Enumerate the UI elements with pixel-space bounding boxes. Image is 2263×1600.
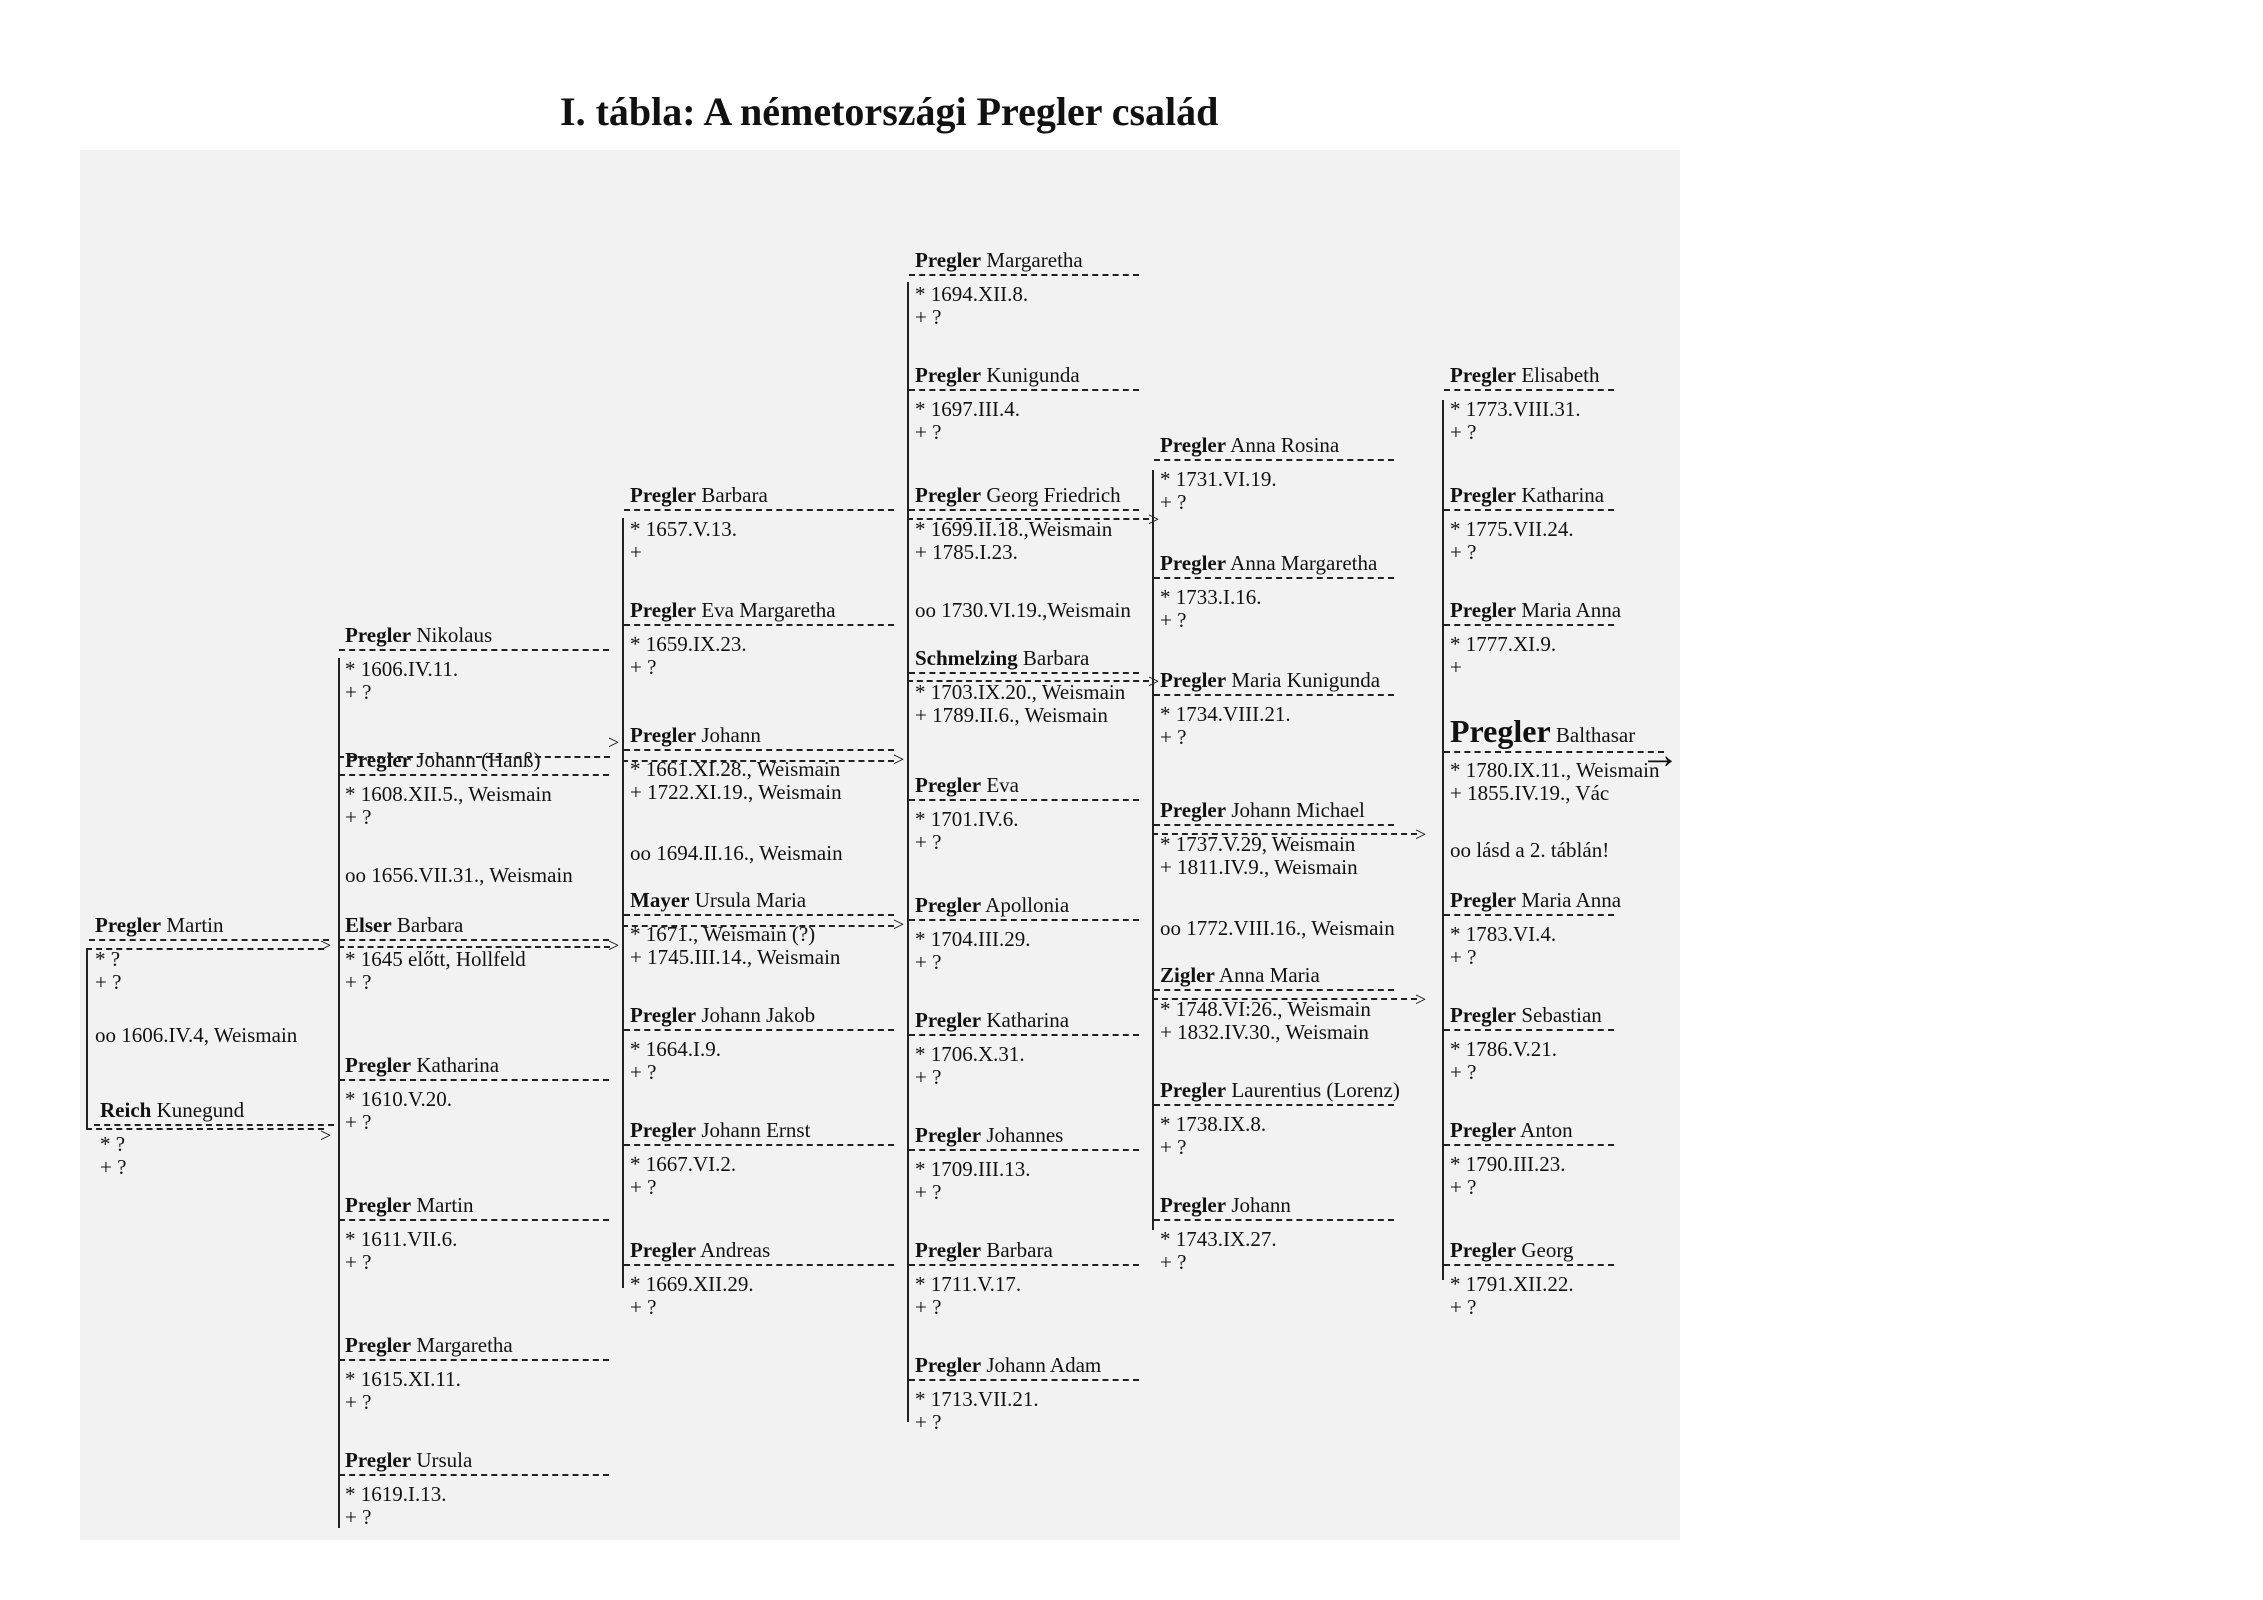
death-date: + ? <box>345 1390 372 1414</box>
given-name: Maria Anna <box>1521 888 1622 912</box>
surname: Schmelzing <box>915 646 1018 670</box>
birth-date: * 1738.IX.8. <box>1160 1112 1267 1136</box>
surname: Pregler <box>1160 1078 1227 1102</box>
person-name <box>1450 890 1621 911</box>
person-divider <box>339 649 609 651</box>
person-name <box>100 1100 244 1121</box>
birth-date: * 1610.V.20. <box>345 1087 452 1111</box>
given-name: Maria Kunigunda <box>1231 668 1381 692</box>
marriage-record: oo 1694.II.16., Weismain <box>630 841 843 865</box>
birth-date: * 1743.IX.27. <box>1160 1227 1277 1251</box>
birth-date: * 1737.V.29, Weismain <box>1160 832 1356 856</box>
marriage-line <box>907 680 1149 682</box>
person-divider <box>1154 577 1394 579</box>
person-name <box>915 1125 1063 1146</box>
death-date: + ? <box>1450 420 1477 444</box>
person-divider <box>1154 459 1394 461</box>
death-date: + ? <box>1160 725 1187 749</box>
arrow-to-gen3: > <box>608 935 620 957</box>
person-name <box>630 890 806 911</box>
surname: Pregler <box>915 1238 982 1262</box>
birth-date: * 1709.III.13. <box>915 1157 1031 1181</box>
birth-date: * 1703.IX.20., Weismain <box>915 680 1126 704</box>
arrow-to-gen4: > <box>893 914 905 936</box>
person-divider <box>624 1144 894 1146</box>
given-name: Johann Ernst <box>701 1118 811 1142</box>
balthasar-continuation-arrow: → <box>1640 732 1680 777</box>
death-date: + ? <box>100 1155 127 1179</box>
surname: Reich <box>100 1098 152 1122</box>
arrow-to-gen2: > <box>320 1125 332 1147</box>
surname: Pregler <box>915 1123 982 1147</box>
marriage-line <box>338 756 610 758</box>
gen2-bracket <box>338 658 340 1528</box>
given-name: Ursula Maria <box>694 888 807 912</box>
person-divider <box>1444 751 1664 753</box>
surname: Pregler <box>630 723 697 747</box>
birth-date: * ? <box>95 947 121 971</box>
given-name: Georg Friedrich <box>986 483 1121 507</box>
person-divider <box>909 1034 1139 1036</box>
person-divider <box>1444 509 1614 511</box>
person-divider <box>909 274 1139 276</box>
death-date: + ? <box>1160 1135 1187 1159</box>
arrow-to-gen5: > <box>1148 509 1160 531</box>
person-name <box>1160 670 1380 691</box>
person-name <box>1160 965 1320 986</box>
birth-date: * ? <box>100 1132 126 1156</box>
gen3-bracket <box>622 518 624 1288</box>
surname: Pregler <box>1160 433 1227 457</box>
person-divider <box>94 1124 334 1126</box>
arrow-to-gen5: > <box>1148 671 1160 693</box>
person-divider <box>339 939 609 941</box>
gen5-bracket <box>1152 470 1154 1230</box>
death-date: + ? <box>1160 1250 1187 1274</box>
person-name <box>1160 1080 1400 1101</box>
person-name <box>630 600 836 621</box>
person-name <box>915 250 1083 271</box>
given-name: Anton <box>1520 1118 1573 1142</box>
person-divider <box>909 389 1139 391</box>
birth-date: * 1694.XII.8. <box>915 282 1029 306</box>
given-name: Martin <box>166 913 224 937</box>
person-name <box>630 485 768 506</box>
death-date: + ? <box>345 805 372 829</box>
death-date: + ? <box>1160 608 1187 632</box>
surname: Pregler <box>915 1008 982 1032</box>
person-divider <box>1444 1144 1614 1146</box>
given-name: Johann (Hanß) <box>416 748 541 772</box>
surname: Pregler <box>1450 598 1517 622</box>
person-divider <box>909 1149 1139 1151</box>
death-date: + ? <box>915 830 942 854</box>
person-divider <box>624 1029 894 1031</box>
birth-date: * 1661.XI.28., Weismain <box>630 757 841 781</box>
person-name <box>345 1055 499 1076</box>
person-divider <box>1444 914 1614 916</box>
birth-date: * 1701.IV.6. <box>915 807 1019 831</box>
death-date: + ? <box>345 1110 372 1134</box>
given-name: Johannes <box>986 1123 1064 1147</box>
given-name: Anna Maria <box>1218 963 1320 987</box>
person-name <box>1450 1120 1573 1141</box>
person-name <box>1160 435 1339 456</box>
given-name: Nikolaus <box>416 623 493 647</box>
death-date: + <box>630 540 642 564</box>
person-name <box>1450 485 1604 506</box>
death-date: + ? <box>630 1295 657 1319</box>
surname: Pregler <box>915 248 982 272</box>
death-date: + ? <box>915 1295 942 1319</box>
person-divider <box>909 919 1139 921</box>
surname: Mayer <box>630 888 690 912</box>
death-date: + ? <box>915 1410 942 1434</box>
surname: Elser <box>345 913 392 937</box>
birth-date: * 1671., Weismain (?) <box>630 922 816 946</box>
surname: Pregler <box>345 623 412 647</box>
death-date: + 1785.I.23. <box>915 540 1018 564</box>
given-name: Maria Anna <box>1521 598 1622 622</box>
given-name: Johann Jakob <box>701 1003 816 1027</box>
given-name: Sebastian <box>1521 1003 1602 1027</box>
given-name: Margaretha <box>986 248 1083 272</box>
birth-date: * 1773.VIII.31. <box>1450 397 1581 421</box>
person-divider <box>909 799 1139 801</box>
death-date: + ? <box>1160 490 1187 514</box>
given-name: Barbara <box>986 1238 1053 1262</box>
person-name <box>915 1355 1101 1376</box>
birth-date: * 1790.III.23. <box>1450 1152 1566 1176</box>
death-date: + <box>1450 655 1462 679</box>
person-divider <box>339 1359 609 1361</box>
person-name <box>95 915 223 936</box>
marriage-line <box>338 946 610 948</box>
person-name <box>630 1240 770 1261</box>
person-name <box>915 895 1069 916</box>
person-divider <box>1154 824 1394 826</box>
death-date: + ? <box>915 1065 942 1089</box>
given-name: Anna Margaretha <box>1230 551 1378 575</box>
birth-date: * 1657.V.13. <box>630 517 737 541</box>
death-date: + ? <box>345 1250 372 1274</box>
marriage-line <box>86 948 324 950</box>
person-name <box>915 1240 1053 1261</box>
surname: Pregler <box>915 483 982 507</box>
surname: Pregler <box>630 1238 697 1262</box>
death-date: + ? <box>1450 1060 1477 1084</box>
death-date: + ? <box>630 1175 657 1199</box>
person-name <box>1160 1195 1291 1216</box>
person-name <box>1450 600 1621 621</box>
marriage-record: oo 1606.IV.4, Weismain <box>95 1023 298 1047</box>
person-divider <box>339 1474 609 1476</box>
surname: Pregler <box>95 913 162 937</box>
given-name: Barbara <box>396 913 464 937</box>
surname: Pregler <box>1160 668 1227 692</box>
given-name: Apollonia <box>985 893 1070 917</box>
person-divider <box>1154 1104 1394 1106</box>
person-name <box>345 1450 472 1471</box>
birth-date: * 1734.VIII.21. <box>1160 702 1291 726</box>
birth-date: * 1669.XII.29. <box>630 1272 754 1296</box>
person-name <box>1450 365 1599 386</box>
given-name: Eva <box>986 773 1019 797</box>
given-name: Katharina <box>986 1008 1070 1032</box>
gen4-bracket <box>907 282 909 1422</box>
person-divider <box>1444 1264 1614 1266</box>
birth-date: * 1748.VI:26., Weismain <box>1160 997 1371 1021</box>
birth-date: * 1706.X.31. <box>915 1042 1025 1066</box>
person-divider <box>89 939 329 941</box>
given-name: Katharina <box>416 1053 500 1077</box>
death-date: + ? <box>915 305 942 329</box>
person-divider <box>1444 624 1614 626</box>
birth-date: * 1783.VI.4. <box>1450 922 1557 946</box>
person-name <box>915 775 1019 796</box>
person-divider <box>1444 1029 1614 1031</box>
marriage-line <box>1152 833 1417 835</box>
birth-date: * 1704.III.29. <box>915 927 1031 951</box>
surname: Pregler <box>1450 1003 1517 1027</box>
surname: Pregler <box>1450 888 1517 912</box>
person-divider <box>339 1079 609 1081</box>
given-name: Johann <box>701 723 761 747</box>
person-name <box>915 648 1089 669</box>
given-name: Kunegund <box>156 1098 245 1122</box>
person-divider <box>624 509 894 511</box>
person-divider <box>624 624 894 626</box>
death-date: + ? <box>1450 1175 1477 1199</box>
surname: Pregler <box>915 773 982 797</box>
person-name <box>345 1335 513 1356</box>
person-divider <box>909 1379 1139 1381</box>
marriage-line <box>907 518 1149 520</box>
birth-date: * 1713.VII.21. <box>915 1387 1039 1411</box>
death-date: + 1855.IV.19., Vác <box>1450 781 1610 805</box>
death-date: + ? <box>915 420 942 444</box>
given-name: Laurentius (Lorenz) <box>1231 1078 1400 1102</box>
surname: Pregler <box>1450 1118 1517 1142</box>
death-date: + ? <box>95 970 122 994</box>
birth-date: * 1606.IV.11. <box>345 657 459 681</box>
birth-date: * 1664.I.9. <box>630 1037 721 1061</box>
person-name <box>630 1005 815 1026</box>
surname: Pregler <box>915 1353 982 1377</box>
arrow-to-gen4: > <box>893 749 905 771</box>
person-name <box>915 365 1080 386</box>
surname: Pregler <box>630 483 697 507</box>
arrow-to-gen2: > <box>320 935 332 957</box>
scan-background <box>80 150 1680 1540</box>
death-date: + ? <box>915 950 942 974</box>
person-divider <box>909 672 1139 674</box>
marriage-line <box>86 1128 324 1130</box>
given-name: Anna Rosina <box>1230 433 1340 457</box>
marriage-record: oo 1772.VIII.16., Weismain <box>1160 916 1395 940</box>
death-date: + 1789.II.6., Weismain <box>915 703 1108 727</box>
given-name: Johann Michael <box>1231 798 1365 822</box>
arrow-to-gen6: > <box>1415 989 1427 1011</box>
person-name <box>1450 1005 1602 1026</box>
birth-date: * 1659.IX.23. <box>630 632 747 656</box>
person-divider <box>1154 989 1394 991</box>
page-title: I. tábla: A németországi Pregler család <box>560 89 1219 134</box>
person-name <box>915 485 1121 506</box>
marriage-line <box>622 760 894 762</box>
birth-date: * 1711.V.17. <box>915 1272 1022 1296</box>
person-name <box>345 750 541 771</box>
person-name <box>1160 553 1377 574</box>
surname: Pregler <box>345 1448 412 1472</box>
given-name: Kunigunda <box>986 363 1080 387</box>
given-name: Elisabeth <box>1521 363 1600 387</box>
birth-date: * 1775.VII.24. <box>1450 517 1574 541</box>
person-divider <box>624 749 894 751</box>
birth-date: * 1699.II.18.,Weismain <box>915 517 1113 541</box>
person-divider <box>1154 1219 1394 1221</box>
person-name <box>630 725 761 746</box>
death-date: + ? <box>345 970 372 994</box>
birth-date: * 1791.XII.22. <box>1450 1272 1574 1296</box>
birth-date: * 1615.XI.11. <box>345 1367 461 1391</box>
person-name <box>1160 800 1365 821</box>
surname: Pregler <box>630 1003 697 1027</box>
arrow-to-gen3: > <box>608 732 620 754</box>
marriage-record: oo 1656.VII.31., Weismain <box>345 863 573 887</box>
surname: Pregler <box>915 363 982 387</box>
person-divider <box>909 1264 1139 1266</box>
person-name <box>915 1010 1069 1031</box>
person-divider <box>1154 694 1394 696</box>
surname: Pregler <box>345 1193 412 1217</box>
death-date: + ? <box>1450 540 1477 564</box>
birth-date: * 1619.I.13. <box>345 1482 447 1506</box>
given-name: Ursula <box>416 1448 473 1472</box>
death-date: + ? <box>345 1505 372 1529</box>
death-date: + ? <box>1450 945 1477 969</box>
death-date: + 1811.IV.9., Weismain <box>1160 855 1358 879</box>
surname: Pregler <box>630 598 697 622</box>
gen6-bracket <box>1442 400 1444 1280</box>
death-date: + ? <box>630 1060 657 1084</box>
death-date: + ? <box>915 1180 942 1204</box>
given-name: Johann Adam <box>986 1353 1102 1377</box>
person-name <box>345 915 463 936</box>
surname: Pregler <box>915 893 982 917</box>
marriage-line <box>1152 998 1417 1000</box>
birth-date: * 1667.VI.2. <box>630 1152 737 1176</box>
death-date: + 1722.XI.19., Weismain <box>630 780 842 804</box>
given-name: Johann <box>1231 1193 1291 1217</box>
person-divider <box>909 509 1139 511</box>
given-name: Martin <box>416 1193 474 1217</box>
person-name <box>1450 715 1635 747</box>
given-name: Balthasar <box>1555 723 1636 747</box>
surname: Zigler <box>1160 963 1215 987</box>
person-name <box>345 1195 473 1216</box>
given-name: Barbara <box>1022 646 1090 670</box>
given-name: Barbara <box>701 483 768 507</box>
person-divider <box>339 1219 609 1221</box>
surname: Pregler <box>345 748 412 772</box>
person-name <box>630 1120 810 1141</box>
surname: Pregler <box>345 1053 412 1077</box>
death-date: + ? <box>1450 1295 1477 1319</box>
person-divider <box>624 914 894 916</box>
surname: Pregler <box>630 1118 697 1142</box>
marriage-line <box>622 925 894 927</box>
birth-date: * 1731.VI.19. <box>1160 467 1277 491</box>
death-date: + 1832.IV.30., Weismain <box>1160 1020 1369 1044</box>
birth-date: * 1777.XI.9. <box>1450 632 1557 656</box>
death-date: + ? <box>345 680 372 704</box>
birth-date: * 1786.V.21. <box>1450 1037 1557 1061</box>
surname: Pregler <box>1160 551 1227 575</box>
given-name: Katharina <box>1521 483 1605 507</box>
surname: Pregler <box>1160 798 1227 822</box>
birth-date: * 1608.XII.5., Weismain <box>345 782 552 806</box>
given-name: Margaretha <box>416 1333 513 1357</box>
given-name: Andreas <box>700 1238 771 1262</box>
surname: Pregler <box>1450 1238 1517 1262</box>
cross-reference-note: oo lásd a 2. táblán! <box>1450 838 1610 862</box>
person-divider <box>339 774 609 776</box>
death-date: + ? <box>630 655 657 679</box>
marriage-record: oo 1730.VI.19.,Weismain <box>915 598 1131 622</box>
given-name: Eva Margaretha <box>701 598 836 622</box>
person-name <box>1450 1240 1573 1261</box>
birth-date: * 1780.IX.11., Weismain <box>1450 758 1660 782</box>
person-name <box>345 625 492 646</box>
surname: Pregler <box>1160 1193 1227 1217</box>
surname: Pregler <box>1450 483 1517 507</box>
person-divider <box>1444 389 1614 391</box>
birth-date: * 1697.III.4. <box>915 397 1020 421</box>
given-name: Georg <box>1521 1238 1574 1262</box>
birth-date: * 1645 előtt, Hollfeld <box>345 947 526 971</box>
surname: Pregler <box>345 1333 412 1357</box>
surname: Pregler <box>1450 363 1517 387</box>
person-divider <box>624 1264 894 1266</box>
death-date: + 1745.III.14., Weismain <box>630 945 841 969</box>
birth-date: * 1611.VII.6. <box>345 1227 458 1251</box>
birth-date: * 1733.I.16. <box>1160 585 1262 609</box>
arrow-to-gen6: > <box>1415 824 1427 846</box>
root-bracket <box>86 948 88 1128</box>
surname: Pregler <box>1450 713 1551 749</box>
